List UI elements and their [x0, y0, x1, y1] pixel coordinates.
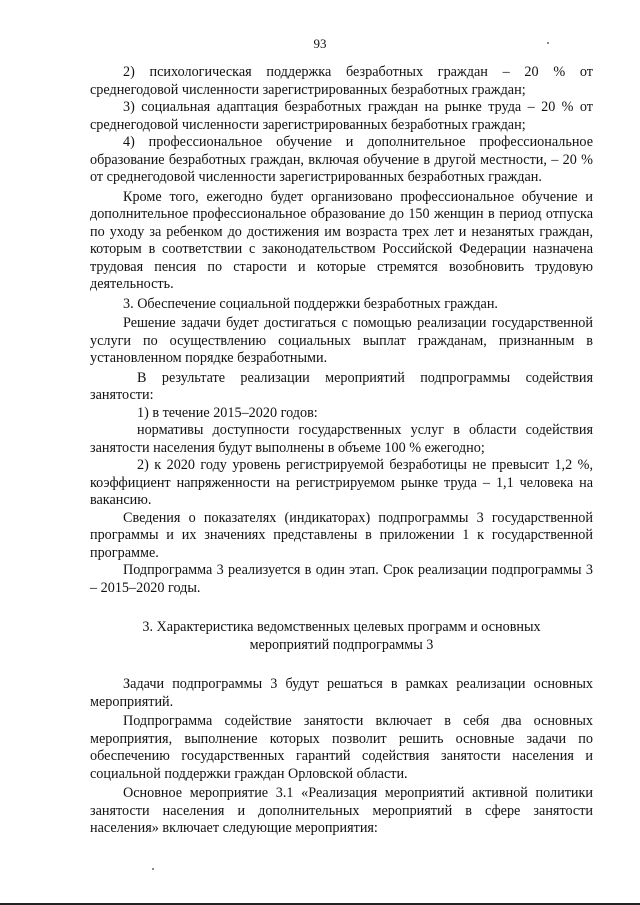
paragraph-activity-3-1: Основное мероприятие 3.1 «Реализация мероприятий активной политики занятости населения и дополнительных мероприятий в сфере занятости населения» включает следующие мероприятия:: [90, 785, 593, 836]
paragraph-task-solution: Решение задачи будет достигаться с помощью реализации государственной услуги по осуществлению социальных выплат гражданам, признанным в установленном порядке безработными.: [90, 315, 593, 366]
paragraph-tasks-solved: Задачи подпрограммы 3 будут решаться в рамках реализации основных мероприятий.: [90, 676, 593, 710]
list-item-period: 1) в течение 2015–2020 годов:: [137, 404, 318, 421]
section-heading-line1: 3. Характеристика ведомственных целевых программ и основных: [142, 619, 541, 635]
paragraph-results-intro: В результате реализации мероприятий подпрограммы содействия занятости:: [90, 369, 593, 403]
list-item-professional-training: 4) профессиональное обучение и дополнительное профессиональное образование безработных граждан, включая обучение в другой местности, – 20 % от среднегодовой численности зарегистрированных безработных граждан.: [90, 134, 593, 185]
paragraph-women-training: Кроме того, ежегодно будет организовано профессиональное обучение и дополнительное профессиональное образование до 150 женщин в период отпуска по уходу за ребенком до достижения им возраста трех лет и незанятых граждан, которым в соответствии с законодательством Российской Федерации назначена трудовая пенсия по старости и которые стремятся возобновить трудовую деятельность.: [90, 188, 593, 292]
list-item-psych-support: 2) психологическая поддержка безработных граждан – 20 % от среднегодовой численности зарегистрированных безработных граждан;: [90, 64, 593, 98]
section-heading-line2: мероприятий подпрограммы 3: [249, 636, 434, 653]
paragraph-implementation-stage: Подпрограмма 3 реализуется в один этап. Срок реализации подпрограммы 3 – 2015–2020 годы.: [90, 562, 593, 596]
page-number: 93: [313, 36, 327, 51]
list-item-unemployment-level: 2) к 2020 году уровень регистрируемой безработицы не превысит 1,2 %, коэффициент напряженности на регистрируемом рынке труда – 1,1 человека на вакансию.: [90, 457, 593, 508]
scan-speck: [152, 868, 154, 870]
scan-speck: [547, 42, 549, 44]
section-heading: [90, 619, 593, 654]
list-item-social-adaptation: 3) социальная адаптация безработных граждан на рынке труда – 20 % от среднегодовой численности зарегистрированных безработных граждан;: [90, 99, 593, 133]
paragraph-main-activities: Подпрограмма содействие занятости включает в себя два основных мероприятия, выполнение которых позволит решить основные задачи по обеспечению государственных гарантий содействия занятости населения и социальной поддержки граждан Орловской области.: [90, 713, 593, 782]
document-body: [90, 64, 593, 838]
paragraph-norms: нормативы доступности государственных услуг в области содействия занятости населения будут выполнены в объеме 100 % ежегодно;: [90, 422, 593, 456]
paragraph-indicators: Сведения о показателях (индикаторах) подпрограммы 3 государственной программы и их значениях представлены в приложении 1 к государственной программе.: [90, 509, 593, 561]
paragraph-task-3: 3. Обеспечение социальной поддержки безработных граждан.: [123, 295, 498, 312]
